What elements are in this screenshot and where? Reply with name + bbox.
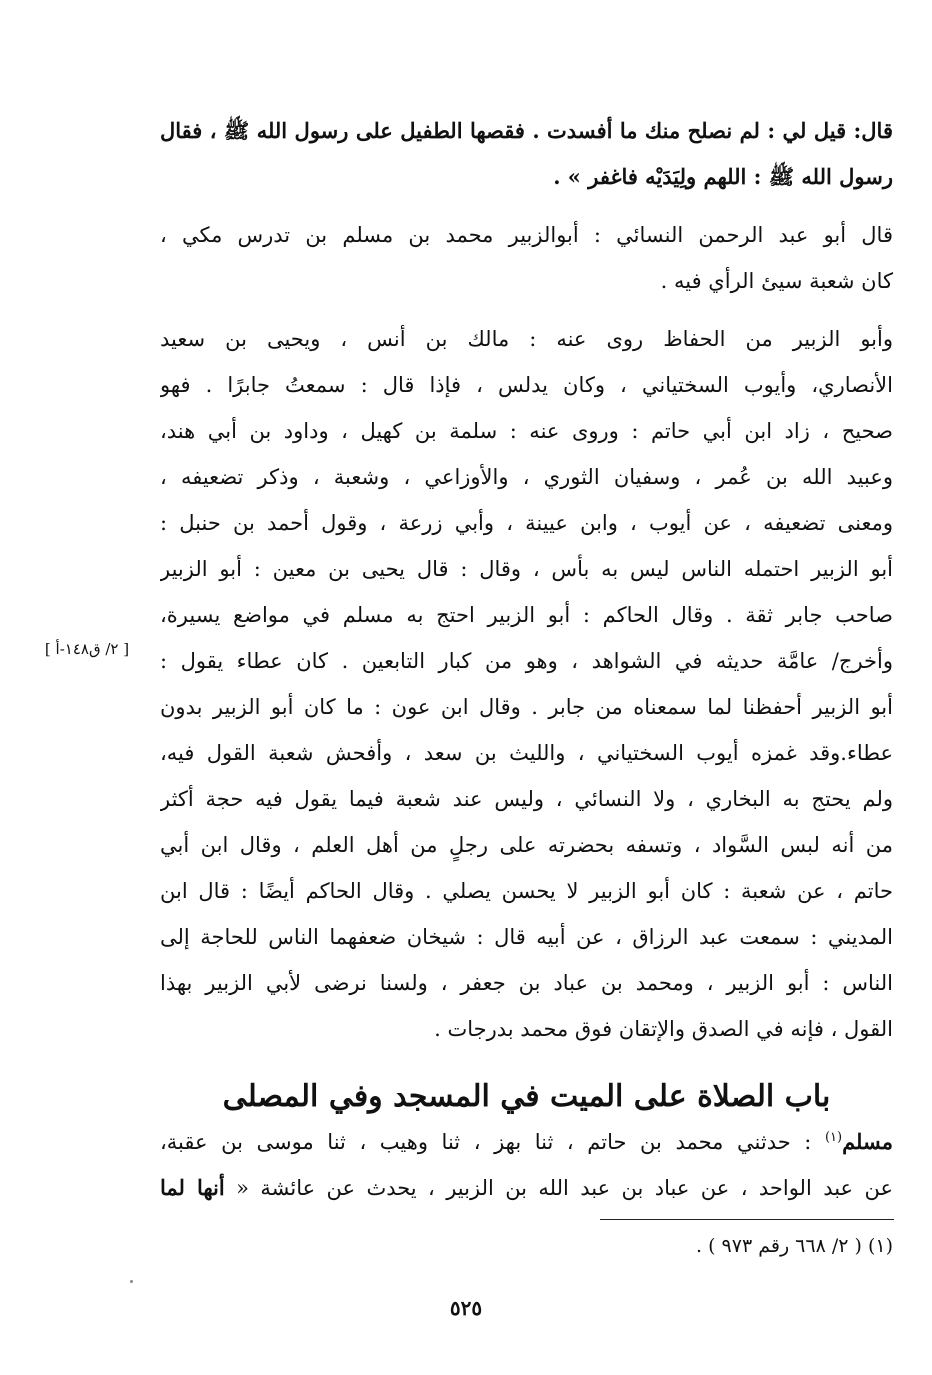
text-line: من أنه لبس السَّواد ، وتسفه بحضرته على رجلٍ من أهل العلم ، وقال ابن أبي <box>160 833 893 857</box>
text-line: وعبيد الله بن عُمر ، وسفيان الثوري ، والأوزاعي ، وشعبة ، وذكر تضعيفه ، <box>160 465 893 489</box>
text-line: رسول الله ﷺ : اللهم ولِيَدَيْه فاغفر » . <box>553 164 893 189</box>
text-line: القول ، فإنه في الصدق والإتقان فوق محمد بدرجات . <box>434 1017 893 1041</box>
text-line: المديني : سمعت عبد الرزاق ، عن أبيه قال : شيخان ضعفهما الناس للحاجة إلى <box>160 925 893 949</box>
page-number: ٥٢٥ <box>449 1296 483 1320</box>
text-segment: : حدثني محمد بن حاتم ، ثنا بهز ، ثنا وهيب ، ثنا موسى بن عقبة، <box>160 1130 825 1154</box>
text-line <box>160 1119 893 1165</box>
muslim-paragraph <box>160 1119 893 1211</box>
quote-paragraph <box>160 108 893 200</box>
text-line <box>160 1165 893 1211</box>
footnote: (١) ( ٢/ ٦٦٨ رقم ٩٧٣ ) . <box>696 1235 893 1257</box>
chapter-heading: باب الصلاة على الميت في المسجد وفي المصلى <box>222 1079 831 1114</box>
text-line: حاتم ، عن شعبة : كان أبو الزبير لا يحسن يصلي . وقال الحاكم أيضًا : قال ابن <box>160 879 893 903</box>
text-segment: عن عبد الواحد ، عن عباد بن عبد الله بن الزبير ، يحدث عن عائشة « <box>224 1176 893 1200</box>
footnote-marker: (١) <box>824 1130 843 1145</box>
main-paragraph <box>160 316 893 1052</box>
text-line: قال أبو عبد الرحمن النسائي : أبوالزبير محمد بن مسلم بن تدرس مكي ، <box>160 223 893 247</box>
text-line: قال: قيل لي : لم نصلح منك ما أفسدت . فقصها الطفيل على رسول الله ﷺ ، فقال <box>160 118 893 143</box>
margin-reference: [ ٢/ ق١٤٨-أ ] <box>44 640 130 658</box>
text-line: أبو الزبير أحفظنا لما سمعناه من جابر . وقال ابن عون : ما كان أبو الزبير بدون <box>160 695 893 719</box>
source-name: مسلم <box>842 1129 893 1154</box>
footnote-divider <box>600 1219 894 1220</box>
text-line: أبو الزبير احتمله الناس ليس به بأس ، وقال : قال يحيى بن معين : أبو الزبير <box>160 557 893 581</box>
text-line: صحيح ، زاد ابن أبي حاتم : وروى عنه : سلمة بن كهيل ، وداود بن أبي هند، <box>160 419 893 443</box>
text-line: ومعنى تضعيفه ، عن أيوب ، وابن عيينة ، وأبي زرعة ، وقول أحمد بن حنبل : <box>160 511 893 535</box>
text-line: وأخرج/ عامَّة حديثه في الشواهد ، وهو من كبار التابعين . كان عطاء يقول : <box>160 649 893 673</box>
text-segment-bold: أنها لما <box>160 1175 225 1200</box>
stray-dot <box>130 1280 133 1283</box>
text-line: كان شعبة سيئ الرأي فيه . <box>660 269 893 293</box>
text-line: صاحب جابر ثقة . وقال الحاكم : أبو الزبير احتج به مسلم في مواضع يسيرة، <box>160 603 893 627</box>
text-line: عطاء.وقد غمزه أيوب السختياني ، والليث بن سعد ، وأفحش شعبة القول فيه، <box>160 741 893 765</box>
text-line: ولم يحتج به البخاري ، ولا النسائي ، وليس عند شعبة فيما يقول فيه حجة أكثر <box>160 787 893 811</box>
text-line: الأنصاري، وأيوب السختياني ، وكان يدلس ، فإذا قال : سمعتُ جابرًا . فهو <box>160 373 893 397</box>
text-line: وأبو الزبير من الحفاظ روى عنه : مالك بن أنس ، ويحيى بن سعيد <box>160 327 893 351</box>
text-line: الناس : أبو الزبير ، ومحمد بن عباد بن جعفر ، ولسنا نرضى لأبي الزبير بهذا <box>160 971 893 995</box>
nasai-paragraph <box>160 212 893 304</box>
